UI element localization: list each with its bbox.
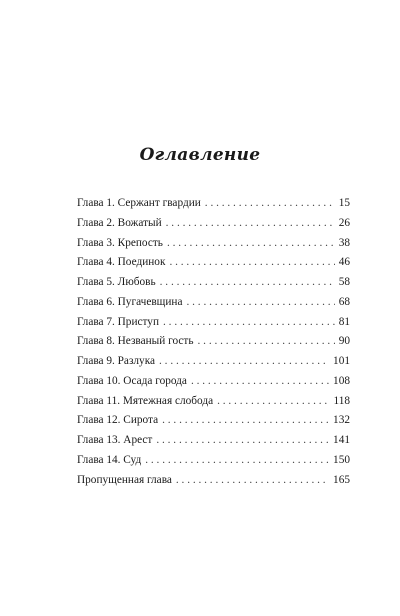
toc-list: [77, 194, 350, 490]
toc-entry-label: Глава 7. Приступ: [77, 315, 160, 328]
toc-entry-page: 46: [338, 256, 350, 269]
toc-entry-page: 38: [338, 236, 350, 249]
toc-entry-page: 15: [338, 197, 350, 209]
toc-entry-label: Глава 14. Суд: [77, 453, 142, 466]
toc-leader-dots: [169, 253, 334, 273]
toc-leader-dots: [198, 332, 335, 352]
toc-entry-page: 165: [333, 473, 350, 486]
toc-leader-dots: [191, 372, 329, 392]
toc-entry-label: Глава 13. Арест: [77, 434, 153, 446]
toc-title: Оглавление: [139, 145, 261, 165]
toc-leader-dots: [159, 352, 329, 372]
toc-entry-label: Глава 9. Разлука: [77, 355, 156, 367]
toc-entry[interactable]: [77, 293, 350, 313]
toc-leader-dots: [163, 313, 335, 333]
toc-entry[interactable]: [77, 214, 350, 234]
toc-entry-label: Глава 3. Крепость: [77, 236, 163, 249]
toc-entry[interactable]: [77, 352, 350, 372]
toc-leader-dots: [167, 234, 335, 254]
toc-entry-label: Глава 4. Поединок: [77, 256, 166, 269]
toc-entry-page: 58: [338, 276, 350, 288]
toc-leader-dots: [145, 451, 329, 471]
toc-entry-page: 108: [333, 374, 350, 387]
toc-entry-page: 90: [338, 335, 350, 348]
toc-leader-dots: [162, 411, 329, 431]
toc-entry-page: 150: [333, 453, 350, 466]
toc-entry[interactable]: [77, 471, 350, 491]
toc-entry[interactable]: [77, 194, 350, 214]
toc-entry-label: Глава 10. Осада города: [77, 374, 187, 387]
toc-entry-page: 26: [338, 216, 350, 229]
toc-leader-dots: [166, 214, 335, 234]
toc-entry-page: 81: [338, 315, 350, 328]
toc-entry[interactable]: [77, 392, 350, 412]
toc-entry-label: Глава 5. Любовь: [77, 276, 156, 288]
toc-entry-label: Глава 1. Сержант гвардии: [77, 197, 201, 209]
toc-leader-dots: [205, 194, 335, 214]
toc-entry-page: 118: [333, 394, 350, 407]
toc-entry[interactable]: [77, 273, 350, 293]
toc-leader-dots: [176, 471, 329, 491]
toc-entry-page: 141: [333, 434, 350, 446]
toc-entry[interactable]: [77, 253, 350, 273]
toc-entry[interactable]: [77, 234, 350, 254]
toc-entry[interactable]: [77, 332, 350, 352]
toc-entry-label: Глава 11. Мятежная слобода: [77, 394, 214, 407]
toc-leader-dots: [187, 293, 335, 313]
toc-entry-label: Глава 6. Пугачевщина: [77, 295, 183, 308]
toc-entry[interactable]: [77, 372, 350, 392]
toc-entry-label: Пропущенная глава: [77, 473, 172, 486]
toc-entry[interactable]: [77, 313, 350, 333]
toc-entry-page: 132: [333, 414, 350, 427]
toc-entry-page: 101: [333, 355, 350, 367]
toc-entry-label: Глава 8. Незваный гость: [77, 335, 194, 348]
toc-entry[interactable]: [77, 411, 350, 431]
toc-entry-label: Глава 12. Сирота: [77, 414, 159, 427]
toc-leader-dots: [160, 273, 335, 293]
toc-entry[interactable]: [77, 431, 350, 451]
toc-leader-dots: [156, 431, 329, 451]
toc-leader-dots: [217, 392, 329, 412]
toc-entry[interactable]: [77, 451, 350, 471]
toc-entry-page: 68: [338, 295, 350, 308]
toc-entry-label: Глава 2. Вожатый: [77, 216, 162, 229]
